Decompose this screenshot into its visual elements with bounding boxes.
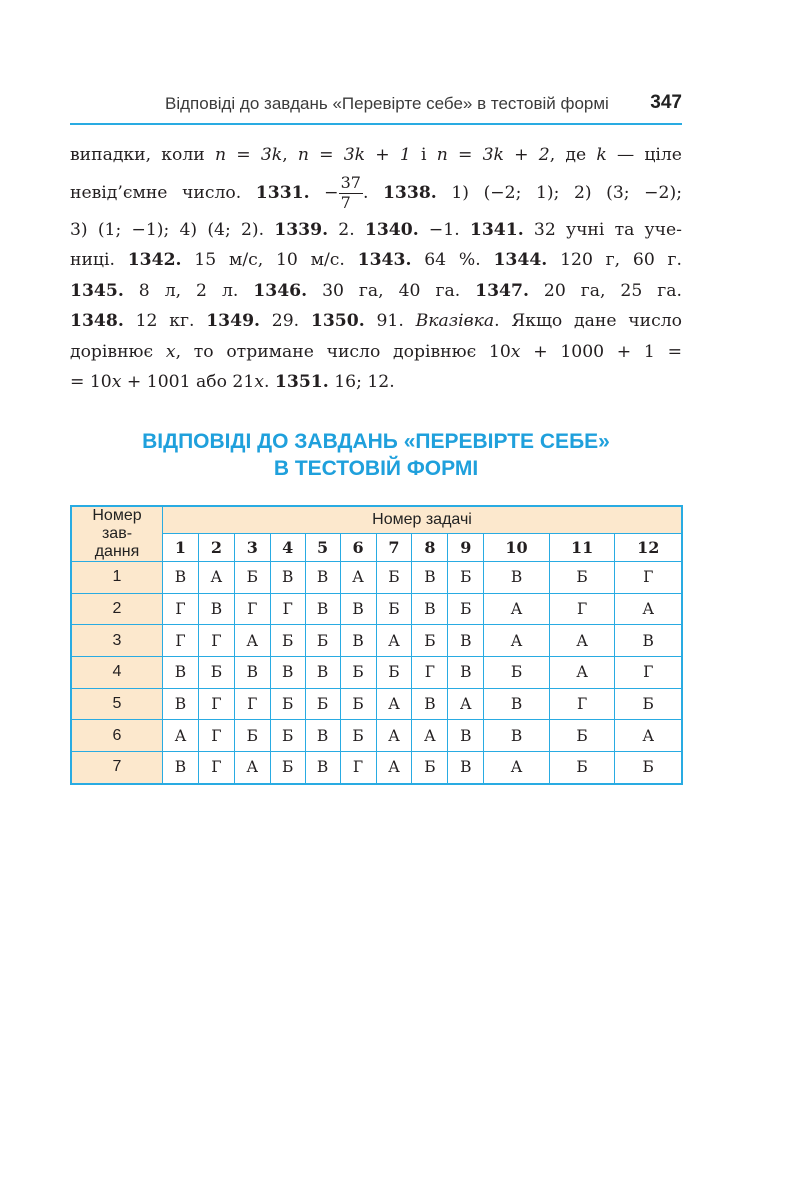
answer-cell: В: [305, 562, 340, 594]
problem-number: 1343.: [357, 250, 412, 270]
answer-cell: Г: [234, 688, 270, 720]
text-run: + 1001 або 21: [121, 372, 255, 392]
text-run: .: [362, 182, 383, 203]
problem-number: 1347.: [475, 280, 529, 301]
section-title: [70, 428, 682, 482]
answer-cell: В: [615, 625, 682, 657]
page-number: 347: [650, 92, 682, 113]
answer-cell: Г: [340, 751, 376, 784]
text-run: 1) (−2; 1); 2) (3; −2);: [436, 182, 682, 203]
text-line-1: [70, 140, 682, 171]
text-run: 32 учні та уче-: [523, 219, 682, 240]
text-run: .: [263, 372, 275, 392]
answer-cell: Б: [340, 656, 376, 688]
text-run: 2.: [328, 219, 365, 240]
answer-cell: Б: [340, 688, 376, 720]
text-line-3: [70, 215, 682, 246]
answer-cell: В: [412, 593, 448, 625]
answer-cell: В: [448, 656, 484, 688]
answer-cell: А: [234, 625, 270, 657]
column-number: 1: [163, 533, 199, 561]
formula: n = 3k + 1: [297, 145, 411, 165]
answer-cell: В: [412, 688, 448, 720]
answer-cell: А: [448, 688, 484, 720]
answer-cell: Г: [615, 562, 682, 594]
answer-cell: А: [549, 625, 615, 657]
fraction-denominator: 7: [340, 192, 351, 212]
text-run: ниці.: [70, 250, 128, 270]
corner-label-line: зав-: [101, 525, 133, 542]
text-run: , де: [549, 145, 597, 165]
task-number-cell: 1: [71, 562, 163, 594]
task-number-cell: 6: [71, 720, 163, 752]
problem-number: 1344.: [493, 250, 548, 270]
answer-cell: Б: [376, 593, 412, 625]
section-title-line-2: В ТЕСТОВІЙ ФОРМІ: [273, 457, 479, 480]
text-line-5: [70, 276, 682, 307]
text-run: , то отримане число дорівнює 10: [175, 341, 511, 362]
answer-cell: Б: [448, 593, 484, 625]
answer-cell: А: [376, 625, 412, 657]
text-run: 15 м/с, 10 м/с.: [181, 250, 358, 270]
text-run: невід’ємне число.: [70, 182, 256, 203]
table-row: [71, 751, 682, 784]
corner-header: [71, 506, 163, 562]
answer-cell: Г: [198, 625, 234, 657]
problem-number: 1338.: [382, 182, 437, 203]
group-header: Номер задачі: [163, 506, 683, 533]
problem-number: 1348.: [70, 311, 124, 331]
answer-cell: В: [340, 593, 376, 625]
problem-number: 1351.: [274, 372, 329, 392]
formula: x: [254, 372, 264, 392]
answer-cell: Г: [549, 688, 615, 720]
text-run: = 10: [70, 372, 112, 392]
answer-cell: Б: [234, 562, 270, 594]
answer-cell: В: [305, 720, 340, 752]
answer-cell: Г: [615, 656, 682, 688]
answer-cell: В: [484, 688, 550, 720]
answer-cell: А: [340, 562, 376, 594]
table-row: [71, 625, 682, 657]
text-run: 64 %.: [411, 250, 494, 270]
answer-cell: А: [484, 751, 550, 784]
table-header-row: [71, 506, 682, 533]
answer-cell: А: [484, 593, 550, 625]
answer-cell: А: [484, 625, 550, 657]
column-number: 7: [376, 533, 412, 561]
text-run: 120 г, 60 г.: [547, 250, 683, 270]
text-line-8: [70, 367, 682, 398]
answer-cell: А: [412, 720, 448, 752]
answer-cell: В: [270, 656, 305, 688]
answer-cell: Г: [198, 720, 234, 752]
task-number-cell: 4: [71, 656, 163, 688]
answer-cell: Б: [549, 751, 615, 784]
answer-cell: В: [484, 562, 550, 594]
column-numbers-row: [71, 533, 682, 561]
answer-cell: А: [615, 593, 682, 625]
answer-cell: А: [376, 688, 412, 720]
fraction-numerator: 37: [340, 173, 361, 193]
text-run: 30 га, 40 га.: [307, 280, 476, 301]
answer-cell: В: [163, 656, 199, 688]
table-row: [71, 593, 682, 625]
answer-cell: Б: [484, 656, 550, 688]
text-line-4: [70, 245, 682, 276]
formula: x: [510, 341, 521, 362]
answer-cell: Б: [412, 625, 448, 657]
answer-cell: Б: [412, 751, 448, 784]
answer-cell: Б: [198, 656, 234, 688]
text-run: 12 кг.: [123, 311, 207, 331]
problem-number: 1340.: [364, 219, 419, 240]
answer-cell: Б: [549, 720, 615, 752]
formula: k: [596, 145, 607, 165]
table-row: [71, 656, 682, 688]
text-run: — ціле: [606, 145, 682, 165]
fraction: [339, 174, 363, 212]
text-run: і: [410, 145, 437, 165]
formula: x: [111, 372, 122, 392]
text-run: 16; 12.: [328, 372, 395, 392]
text-run: 20 га, 25 га.: [528, 280, 682, 301]
table-row: [71, 720, 682, 752]
answer-cell: Г: [163, 593, 199, 625]
answer-cell: В: [412, 562, 448, 594]
text-run: дорівнює: [70, 341, 166, 362]
answer-cell: Б: [615, 688, 682, 720]
answer-cell: А: [163, 720, 199, 752]
column-number: 10: [484, 533, 550, 561]
answer-cell: Б: [270, 625, 305, 657]
answer-cell: А: [376, 751, 412, 784]
answer-cell: Б: [615, 751, 682, 784]
task-number-cell: 2: [71, 593, 163, 625]
text-run: 29.: [260, 311, 311, 331]
answer-cell: В: [305, 593, 340, 625]
answer-cell: А: [198, 562, 234, 594]
table-row: [71, 688, 682, 720]
answer-cell: В: [305, 751, 340, 784]
text-run: + 1000 + 1 =: [520, 341, 682, 362]
task-number-cell: 7: [71, 751, 163, 784]
problem-number: 1345.: [70, 280, 124, 301]
header-title: Відповіді до завдань «Перевірте себе» в тестовій формі: [165, 94, 609, 113]
answer-cell: В: [305, 656, 340, 688]
answer-cell: В: [234, 656, 270, 688]
answer-cell: Б: [305, 625, 340, 657]
task-number-cell: 5: [71, 688, 163, 720]
answer-cell: Б: [549, 562, 615, 594]
answer-cell: Г: [163, 625, 199, 657]
answer-cell: В: [448, 625, 484, 657]
text-run: ,: [282, 145, 298, 165]
text-run: випадки, коли: [70, 145, 215, 165]
problem-number: 1349.: [206, 311, 261, 331]
problem-number: 1350.: [310, 311, 365, 331]
problem-number: 1339.: [274, 219, 329, 240]
text-run: −1.: [418, 219, 470, 240]
answer-cell: В: [448, 751, 484, 784]
column-number: 5: [305, 533, 340, 561]
answer-cell: В: [163, 688, 199, 720]
answer-cell: В: [484, 720, 550, 752]
answer-cell: Б: [270, 720, 305, 752]
column-number: 11: [549, 533, 615, 561]
answer-cell: Г: [198, 751, 234, 784]
section-title-line-1: ВІДПОВІДІ ДО ЗАВДАНЬ «ПЕРЕВІРТЕ СЕБЕ»: [142, 430, 610, 453]
answer-cell: В: [270, 562, 305, 594]
answer-cell: Г: [549, 593, 615, 625]
answer-cell: Б: [376, 562, 412, 594]
header-rule: [70, 123, 682, 125]
answer-cell: Б: [270, 751, 305, 784]
column-number: 8: [412, 533, 448, 561]
running-header: [70, 92, 682, 122]
formula: n = 3k + 2: [436, 145, 550, 165]
answer-cell: А: [549, 656, 615, 688]
answers-text: [70, 140, 682, 398]
text-run: 8 л, 2 л.: [123, 280, 254, 301]
formula: n = 3k: [214, 145, 283, 165]
answer-cell: А: [376, 720, 412, 752]
answer-cell: В: [448, 720, 484, 752]
problem-number: 1341.: [469, 219, 524, 240]
answer-cell: Б: [340, 720, 376, 752]
corner-label-line: дання: [94, 543, 140, 560]
answer-cell: Б: [234, 720, 270, 752]
answer-cell: А: [615, 720, 682, 752]
answer-cell: Б: [376, 656, 412, 688]
problem-number: 1342.: [127, 250, 182, 270]
answer-cell: Б: [448, 562, 484, 594]
corner-label-line: Номер: [92, 507, 142, 524]
answer-cell: Г: [270, 593, 305, 625]
text-line-7: [70, 337, 682, 368]
task-number-cell: 3: [71, 625, 163, 657]
column-number: 2: [198, 533, 234, 561]
answers-body: [71, 562, 682, 785]
text-line-2: [70, 171, 682, 215]
text-run: −: [309, 182, 339, 203]
answer-cell: А: [234, 751, 270, 784]
text-run: 3) (1; −1); 4) (4; 2).: [70, 219, 275, 240]
text-run: 91.: [364, 311, 416, 331]
table-row: [71, 562, 682, 594]
answer-cell: Б: [270, 688, 305, 720]
answers-table: [70, 505, 683, 785]
answer-cell: Г: [234, 593, 270, 625]
problem-number: 1346.: [253, 280, 308, 301]
column-number: 4: [270, 533, 305, 561]
formula: x: [165, 341, 176, 362]
text-run: . Якщо дане число: [494, 311, 682, 331]
answer-cell: Г: [198, 688, 234, 720]
answer-cell: В: [340, 625, 376, 657]
answer-cell: В: [163, 751, 199, 784]
problem-number: 1331.: [255, 182, 310, 203]
column-number: 3: [234, 533, 270, 561]
answer-cell: В: [198, 593, 234, 625]
column-number: 9: [448, 533, 484, 561]
answer-cell: В: [163, 562, 199, 594]
answer-cell: Г: [412, 656, 448, 688]
hint-label: Вказівка: [415, 311, 495, 331]
answer-cell: Б: [305, 688, 340, 720]
column-number: 6: [340, 533, 376, 561]
text-line-6: [70, 306, 682, 337]
column-number: 12: [615, 533, 682, 561]
